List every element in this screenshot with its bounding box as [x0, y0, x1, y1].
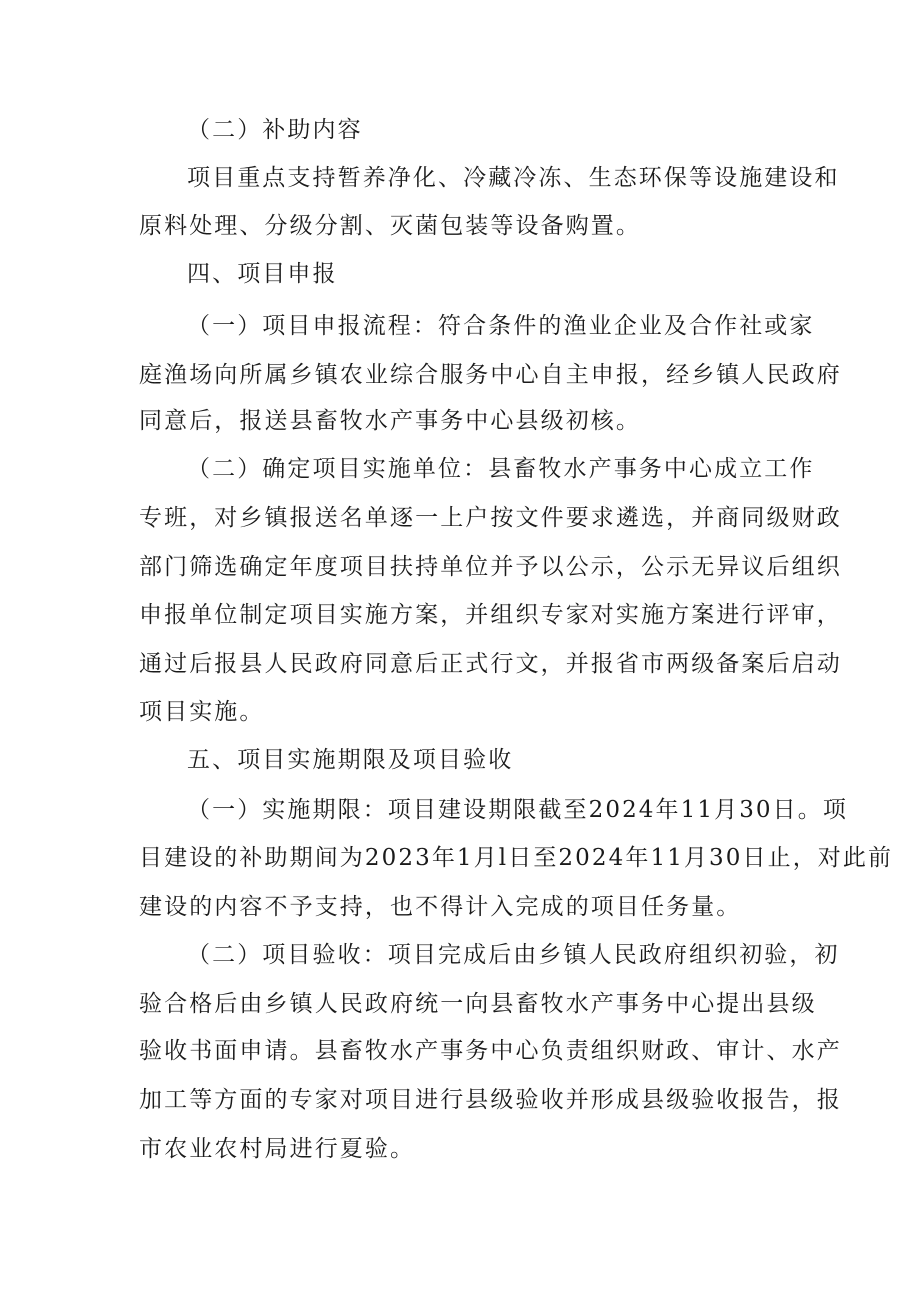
- paragraph-line: （二）项目验收：项目完成后由乡镇人民政府组织初验，初: [187, 942, 840, 968]
- paragraph-line: 部门筛选确定年度项目扶持单位并予以公示，公示无异议后组织: [139, 554, 842, 580]
- paragraph-line: 通过后报县人民政府同意后正式行文，并报省市两级备案后启动: [139, 651, 842, 677]
- paragraph-line: 项目重点支持暂养净化、冷藏冷冻、生态环保等设施建设和: [187, 165, 840, 191]
- paragraph-line: 原料处理、分级分割、灭菌包装等设备购置。: [139, 213, 641, 239]
- paragraph-line: 验合格后由乡镇人民政府统一向县畜牧水产事务中心提出县级: [139, 991, 817, 1017]
- paragraph-line: （一）实施期限：项目建设期限截至2024年11月30日。项: [187, 797, 848, 823]
- paragraph-line: 目建设的补助期间为2023年1月l日至2024年11月30日止，对此前: [139, 845, 894, 871]
- section-heading: 四、项目申报: [187, 261, 338, 287]
- paragraph-line: 同意后，报送县畜牧水产事务中心县级初核。: [139, 408, 641, 434]
- paragraph-line: （一）项目申报流程：符合条件的渔业企业及合作社或家: [187, 313, 815, 339]
- paragraph-line: 项目实施。: [139, 699, 265, 725]
- section-heading: （二）补助内容: [187, 117, 363, 143]
- paragraph-line: 加工等方面的专家对项目进行县级验收并形成县级验收报告，报: [139, 1087, 842, 1113]
- paragraph-line: 庭渔场向所属乡镇农业综合服务中心自主申报，经乡镇人民政府: [139, 362, 842, 388]
- paragraph-line: 市农业农村局进行夏验。: [139, 1136, 416, 1162]
- paragraph-line: 专班，对乡镇报送名单逐一上户按文件要求遴选，并商同级财政: [139, 505, 842, 531]
- section-heading: 五、项目实施期限及项目验收: [187, 747, 514, 773]
- paragraph-line: 申报单位制定项目实施方案，并组织专家对实施方案进行评审，: [139, 602, 842, 628]
- paragraph-line: （二）确定项目实施单位：县畜牧水产事务中心成立工作: [187, 456, 815, 482]
- paragraph-line: 建设的内容不予支持，也不得计入完成的项目任务量。: [139, 894, 742, 920]
- paragraph-line: 验收书面申请。县畜牧水产事务中心负责组织财政、审计、水产: [139, 1038, 842, 1064]
